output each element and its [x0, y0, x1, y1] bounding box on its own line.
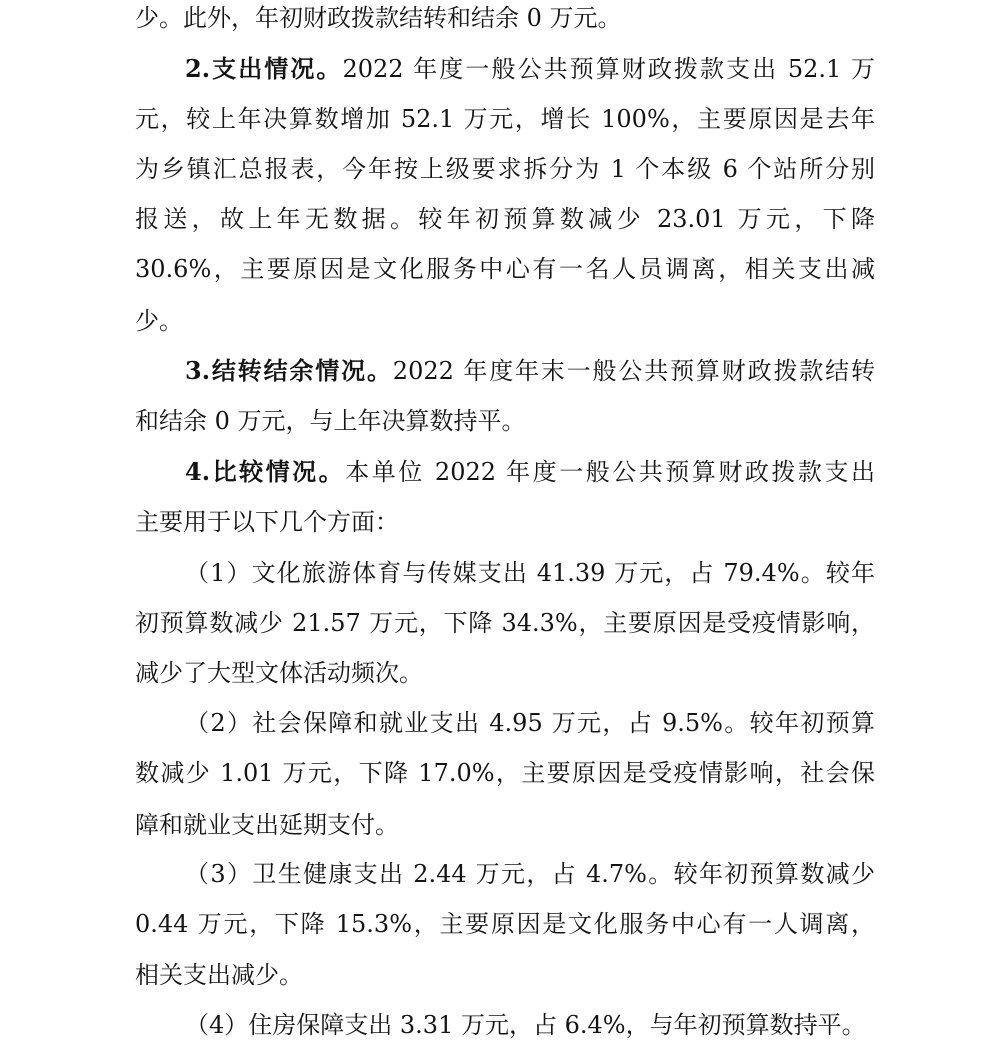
section-comparison-text: 本单位 2022 年度一般公共预算财政拨款支出	[345, 458, 875, 486]
text-line: 元，较上年决算数增加 52.1 万元，增长 100%，主要原因是去年	[135, 105, 875, 133]
text-line: 30.6%，主要原因是文化服务中心有一名人员调离，相关支出减	[135, 255, 875, 283]
text-line: 减少了大型文体活动频次。	[135, 659, 423, 687]
text-line: 少。	[135, 307, 183, 335]
text-line: 相关支出减少。	[135, 961, 303, 989]
section-expense-text: 2022 年度一般公共预算财政拨款支出 52.1 万	[342, 55, 876, 83]
text-line: 报送，故上年无数据。较年初预算数减少 23.01 万元，下降	[135, 205, 875, 233]
list-item-first-line: （4）住房保障支出 3.31 万元，占 6.4%，与年初预算数持平。	[185, 1011, 866, 1039]
section-expense-heading: 2.支出情况。	[185, 54, 343, 83]
list-item-first-line: （2）社会保障和就业支出 4.95 万元，占 9.5%。较年初预算	[185, 709, 875, 737]
text-line: 主要用于以下几个方面：	[135, 508, 399, 536]
text-line: 数减少 1.01 万元，下降 17.0%，主要原因是受疫情影响，社会保	[135, 759, 875, 787]
text-line: 0.44 万元，下降 15.3%，主要原因是文化服务中心有一人调离，	[135, 910, 875, 938]
section-comparison-first-line	[185, 452, 875, 492]
section-carryover-first-line	[185, 351, 875, 391]
text-line: 初预算数减少 21.57 万元，下降 34.3%，主要原因是受疫情影响，	[135, 609, 875, 637]
section-comparison-heading: 4.比较情况。	[185, 457, 346, 486]
text-line: 少。此外，年初财政拨款结转和结余 0 万元。	[135, 4, 622, 32]
list-item-first-line: （3）卫生健康支出 2.44 万元，占 4.7%。较年初预算数减少	[185, 860, 875, 888]
section-carryover-heading: 3.结转结余情况。	[185, 356, 393, 385]
list-item-first-line: （1）文化旅游体育与传媒支出 41.39 万元，占 79.4%。较年	[185, 559, 875, 587]
text-line: 和结余 0 万元，与上年决算数持平。	[135, 407, 526, 435]
text-line: 为乡镇汇总报表，今年按上级要求拆分为 1 个本级 6 个站所分别	[135, 155, 875, 183]
text-line: 障和就业支出延期支付。	[135, 811, 399, 839]
section-expense-first-line	[185, 49, 875, 89]
section-carryover-text: 2022 年度年末一般公共预算财政拨款结转	[392, 357, 875, 385]
